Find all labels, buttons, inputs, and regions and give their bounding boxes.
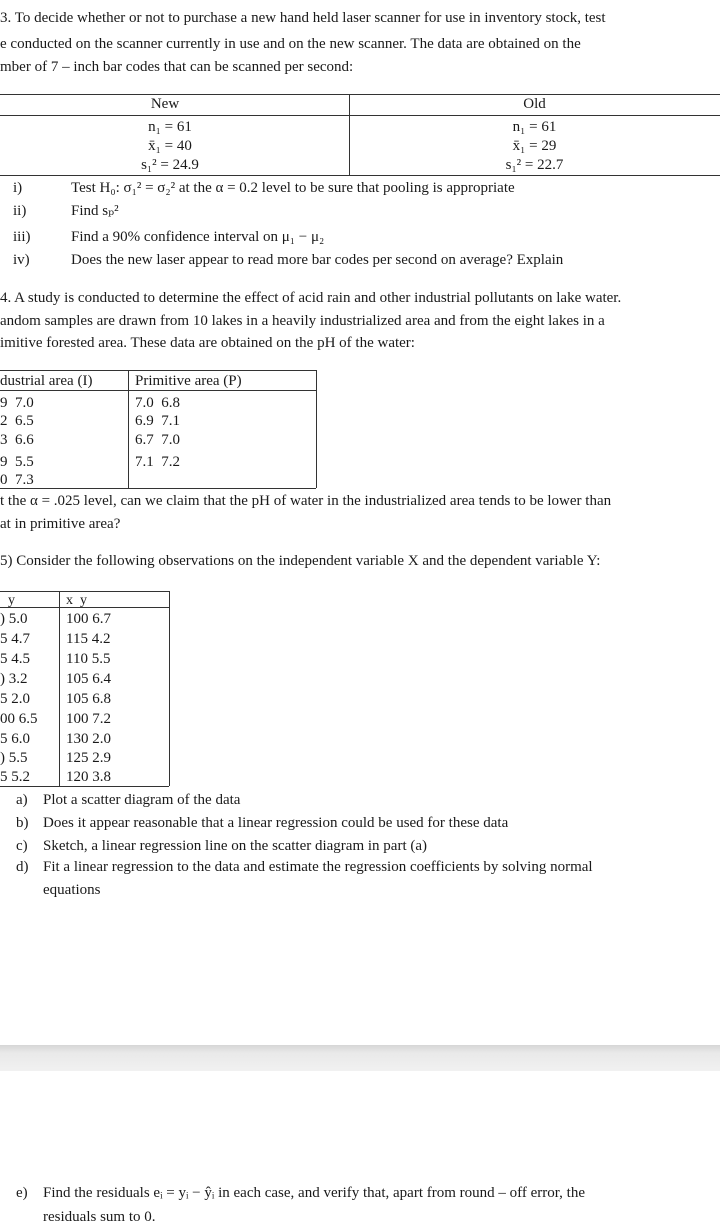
q5-left-row-7: 5 6.0 <box>0 731 30 747</box>
q5-right-row-2: 115 4.2 <box>66 631 111 647</box>
q4-prim-row-2: 6.9 7.1 <box>135 413 180 429</box>
q4-col-industrial: dustrial area (I) <box>0 373 93 389</box>
q5-left-header: y <box>8 593 15 608</box>
q5-part-e-line-2: residuals sum to 0. <box>43 1209 156 1225</box>
q5-part-d-label: d) <box>16 859 29 875</box>
q4-intro-line-2: andom samples are drawn from 10 lakes in a heavily industrialized area and from the eight lakes in a <box>0 313 605 329</box>
q3-intro-line-3: mber of 7 – inch bar codes that can be scanned per second: <box>0 59 354 75</box>
q5-left-row-2: 5 4.7 <box>0 631 30 647</box>
q5-left-row-8: ) 5.5 <box>0 750 28 766</box>
q5-right-row-3: 110 5.5 <box>66 651 111 667</box>
q3-item-num-2: ii) <box>13 203 27 219</box>
q3-item-num-4: iv) <box>13 252 30 268</box>
q5-left-row-1: ) 5.0 <box>0 611 28 627</box>
q5-left-row-6: 00 6.5 <box>0 711 38 727</box>
q3-old-n: n₁ = 61 <box>512 119 557 135</box>
q3-new-var: s₁² = 24.9 <box>141 157 199 173</box>
q3-new-n: n₁ = 61 <box>148 119 192 135</box>
q3-col-old: Old <box>523 96 546 112</box>
q3-old-var: s₁² = 22.7 <box>505 157 564 173</box>
q4-ind-row-1: 9 7.0 <box>0 395 34 411</box>
q3-item-text-1: Test H₀: σ₁² = σ₂² at the α = 0.2 level to be sure that pooling is appropriate <box>71 180 515 196</box>
q5-part-d-line-1: Fit a linear regression to the data and estimate the regression coefficients by solving normal <box>43 859 593 875</box>
q3-intro-line-2: e conducted on the scanner currently in use and on the new scanner. The data are obtained on the <box>0 36 581 52</box>
q4-prim-row-1: 7.0 6.8 <box>135 395 180 411</box>
q3-item-text-2: Find sₚ² <box>71 203 119 219</box>
q5-right-row-7: 130 2.0 <box>66 731 111 747</box>
q4-intro-line-3: imitive forested area. These data are obtained on the pH of the water: <box>0 335 415 351</box>
q5-left-row-3: 5 4.5 <box>0 651 30 667</box>
q3-item-num-1: i) <box>13 180 23 196</box>
q5-part-c-text: Sketch, a linear regression line on the scatter diagram in part (a) <box>43 838 428 854</box>
q4-ind-row-3: 3 6.6 <box>0 432 34 448</box>
q4-question-line-2: at in primitive area? <box>0 516 121 532</box>
q5-part-c-label: c) <box>16 838 28 854</box>
q4-intro-line-1: 4. A study is conducted to determine the effect of acid rain and other industrial pollutants on lake water. <box>0 290 622 306</box>
q3-intro-line-1: 3. To decide whether or not to purchase a new hand held laser scanner for use in inventory stock, test <box>0 10 606 26</box>
q5-right-row-8: 125 2.9 <box>66 750 111 766</box>
q4-ind-row-2: 2 6.5 <box>0 413 34 429</box>
q5-right-row-5: 105 6.8 <box>66 691 111 707</box>
q5-right-row-1: 100 6.7 <box>66 611 111 627</box>
q5-part-b-label: b) <box>16 815 29 831</box>
q4-prim-row-3: 6.7 7.0 <box>135 432 180 448</box>
q3-item-num-3: iii) <box>13 229 31 245</box>
q3-item-text-3: Find a 90% confidence interval on μ₁ − μ₂ <box>71 229 325 245</box>
q5-left-row-4: ) 3.2 <box>0 671 28 687</box>
q5-part-e-line-1: Find the residuals eᵢ = yᵢ − ŷᵢ in each case, and verify that, apart from round – off error, the <box>43 1185 585 1201</box>
q5-part-e-label: e) <box>16 1185 28 1201</box>
q5-right-row-9: 120 3.8 <box>66 769 111 785</box>
q5-right-row-4: 105 6.4 <box>66 671 111 687</box>
q5-part-a-label: a) <box>16 792 28 808</box>
q4-question-line-1: t the α = .025 level, can we claim that the pH of water in the industrialized area tends to be lower than <box>0 493 612 509</box>
q3-old-mean: x̄₁ = 29 <box>512 138 557 154</box>
q3-new-mean: x̄₁ = 40 <box>148 138 192 154</box>
q5-part-a-text: Plot a scatter diagram of the data <box>43 792 241 808</box>
q5-part-b-text: Does it appear reasonable that a linear regression could be used for these data <box>43 815 509 831</box>
q5-left-row-5: 5 2.0 <box>0 691 30 707</box>
q5-right-row-6: 100 7.2 <box>66 711 111 727</box>
q4-prim-row-4: 7.1 7.2 <box>135 454 180 470</box>
q3-col-new: New <box>150 96 180 112</box>
q3-item-text-4: Does the new laser appear to read more bar codes per second on average? Explain <box>71 252 564 268</box>
q5-left-row-9: 5 5.2 <box>0 769 30 785</box>
q4-ind-row-4: 9 5.5 <box>0 454 34 470</box>
page-2 <box>0 1071 720 1232</box>
page-separator <box>0 1045 720 1071</box>
q4-ind-row-5: 0 7.3 <box>0 472 34 488</box>
q4-col-primitive: Primitive area (P) <box>135 373 242 389</box>
q5-part-d-line-2: equations <box>43 882 101 898</box>
q5-right-header: x y <box>66 593 87 608</box>
q5-intro: 5) Consider the following observations on the independent variable X and the dependent variable Y: <box>0 553 601 569</box>
